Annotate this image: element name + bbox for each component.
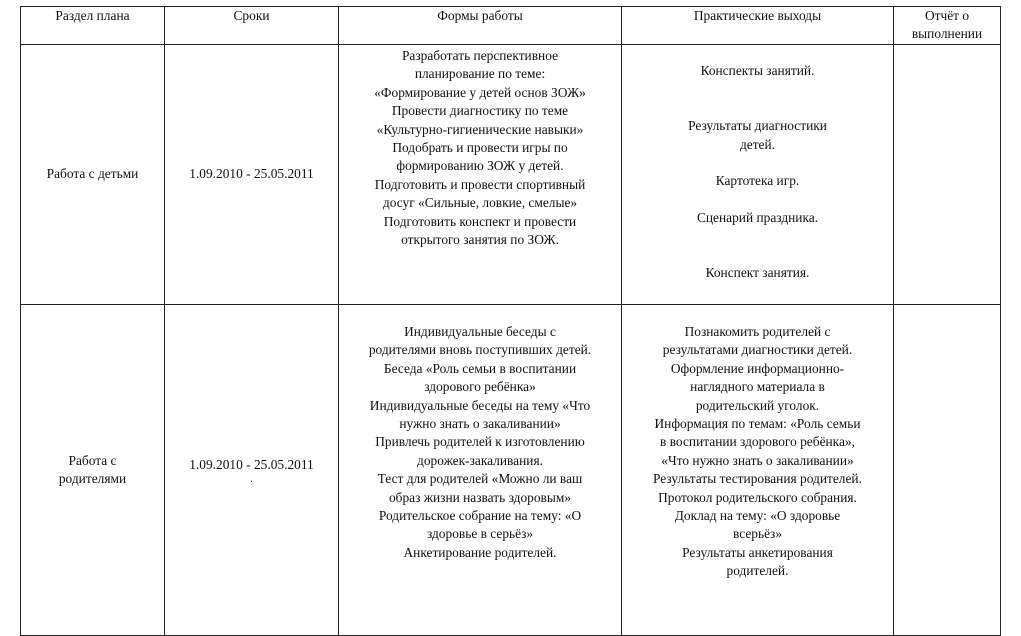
forms-cell: Индивидуальные беседы с родителями вновь поступивших детей. Беседа «Роль семьи в воспитании здорового ребёнка» Индивидуальные беседы на тему «Что нужно знать о закаливании» Привлечь родителей к изготовлению дорожек-закаливания. Тест для родителей «Можно ли ваш образ жизни назвать здоровым» Родительское собрание на тему: «О здоровье в серьёз» Анкетирование родителей. [339,305,622,636]
dates-mark: . [250,473,253,486]
header-outputs: Практические выходы [622,7,894,45]
table-row-parents [21,305,1001,636]
report-cell [894,45,1001,305]
outputs-cell: Конспекты занятий. Результаты диагностики детей. Картотека игр. Сценарий праздника. Конспект занятия. [622,45,894,305]
forms-cell: Разработать перспективное планирование по теме: «Формирование у детей основ ЗОЖ» Провести диагностику по теме «Культурно-гигиенические навыки» Подобрать и провести игры по формированию ЗОЖ у детей. Подготовить и провести спортивный досуг «Сильные, ловкие, смелые» Подготовить конспект и провести открытого занятия по ЗОЖ. [339,45,622,305]
section-cell: Работа с родителями [21,305,165,636]
header-section: Раздел плана [21,7,165,45]
header-forms: Формы работы [339,7,622,45]
section-cell: Работа с детьми [21,45,165,305]
header-report: Отчёт о выполнении [894,7,1001,45]
table-row-children [21,45,1001,305]
report-cell [894,305,1001,636]
header-row [21,7,1001,45]
header-dates: Сроки [165,7,339,45]
dates-cell: 1.09.2010 - 25.05.2011 . [165,305,339,636]
dates-cell: 1.09.2010 - 25.05.2011 [165,45,339,305]
outputs-cell: Познакомить родителей с результатами диагностики детей. Оформление информационно- наглядного материала в родительский уголок. Информация по темам: «Роль семьи в воспитании здорового ребёнка», «Что нужно знать о закаливании» Результаты тестирования родителей. Протокол родительского собрания. Доклад на тему: «О здоровье всерьёз» Результаты анкетирования родителей. [622,305,894,636]
plan-table [20,6,1001,636]
